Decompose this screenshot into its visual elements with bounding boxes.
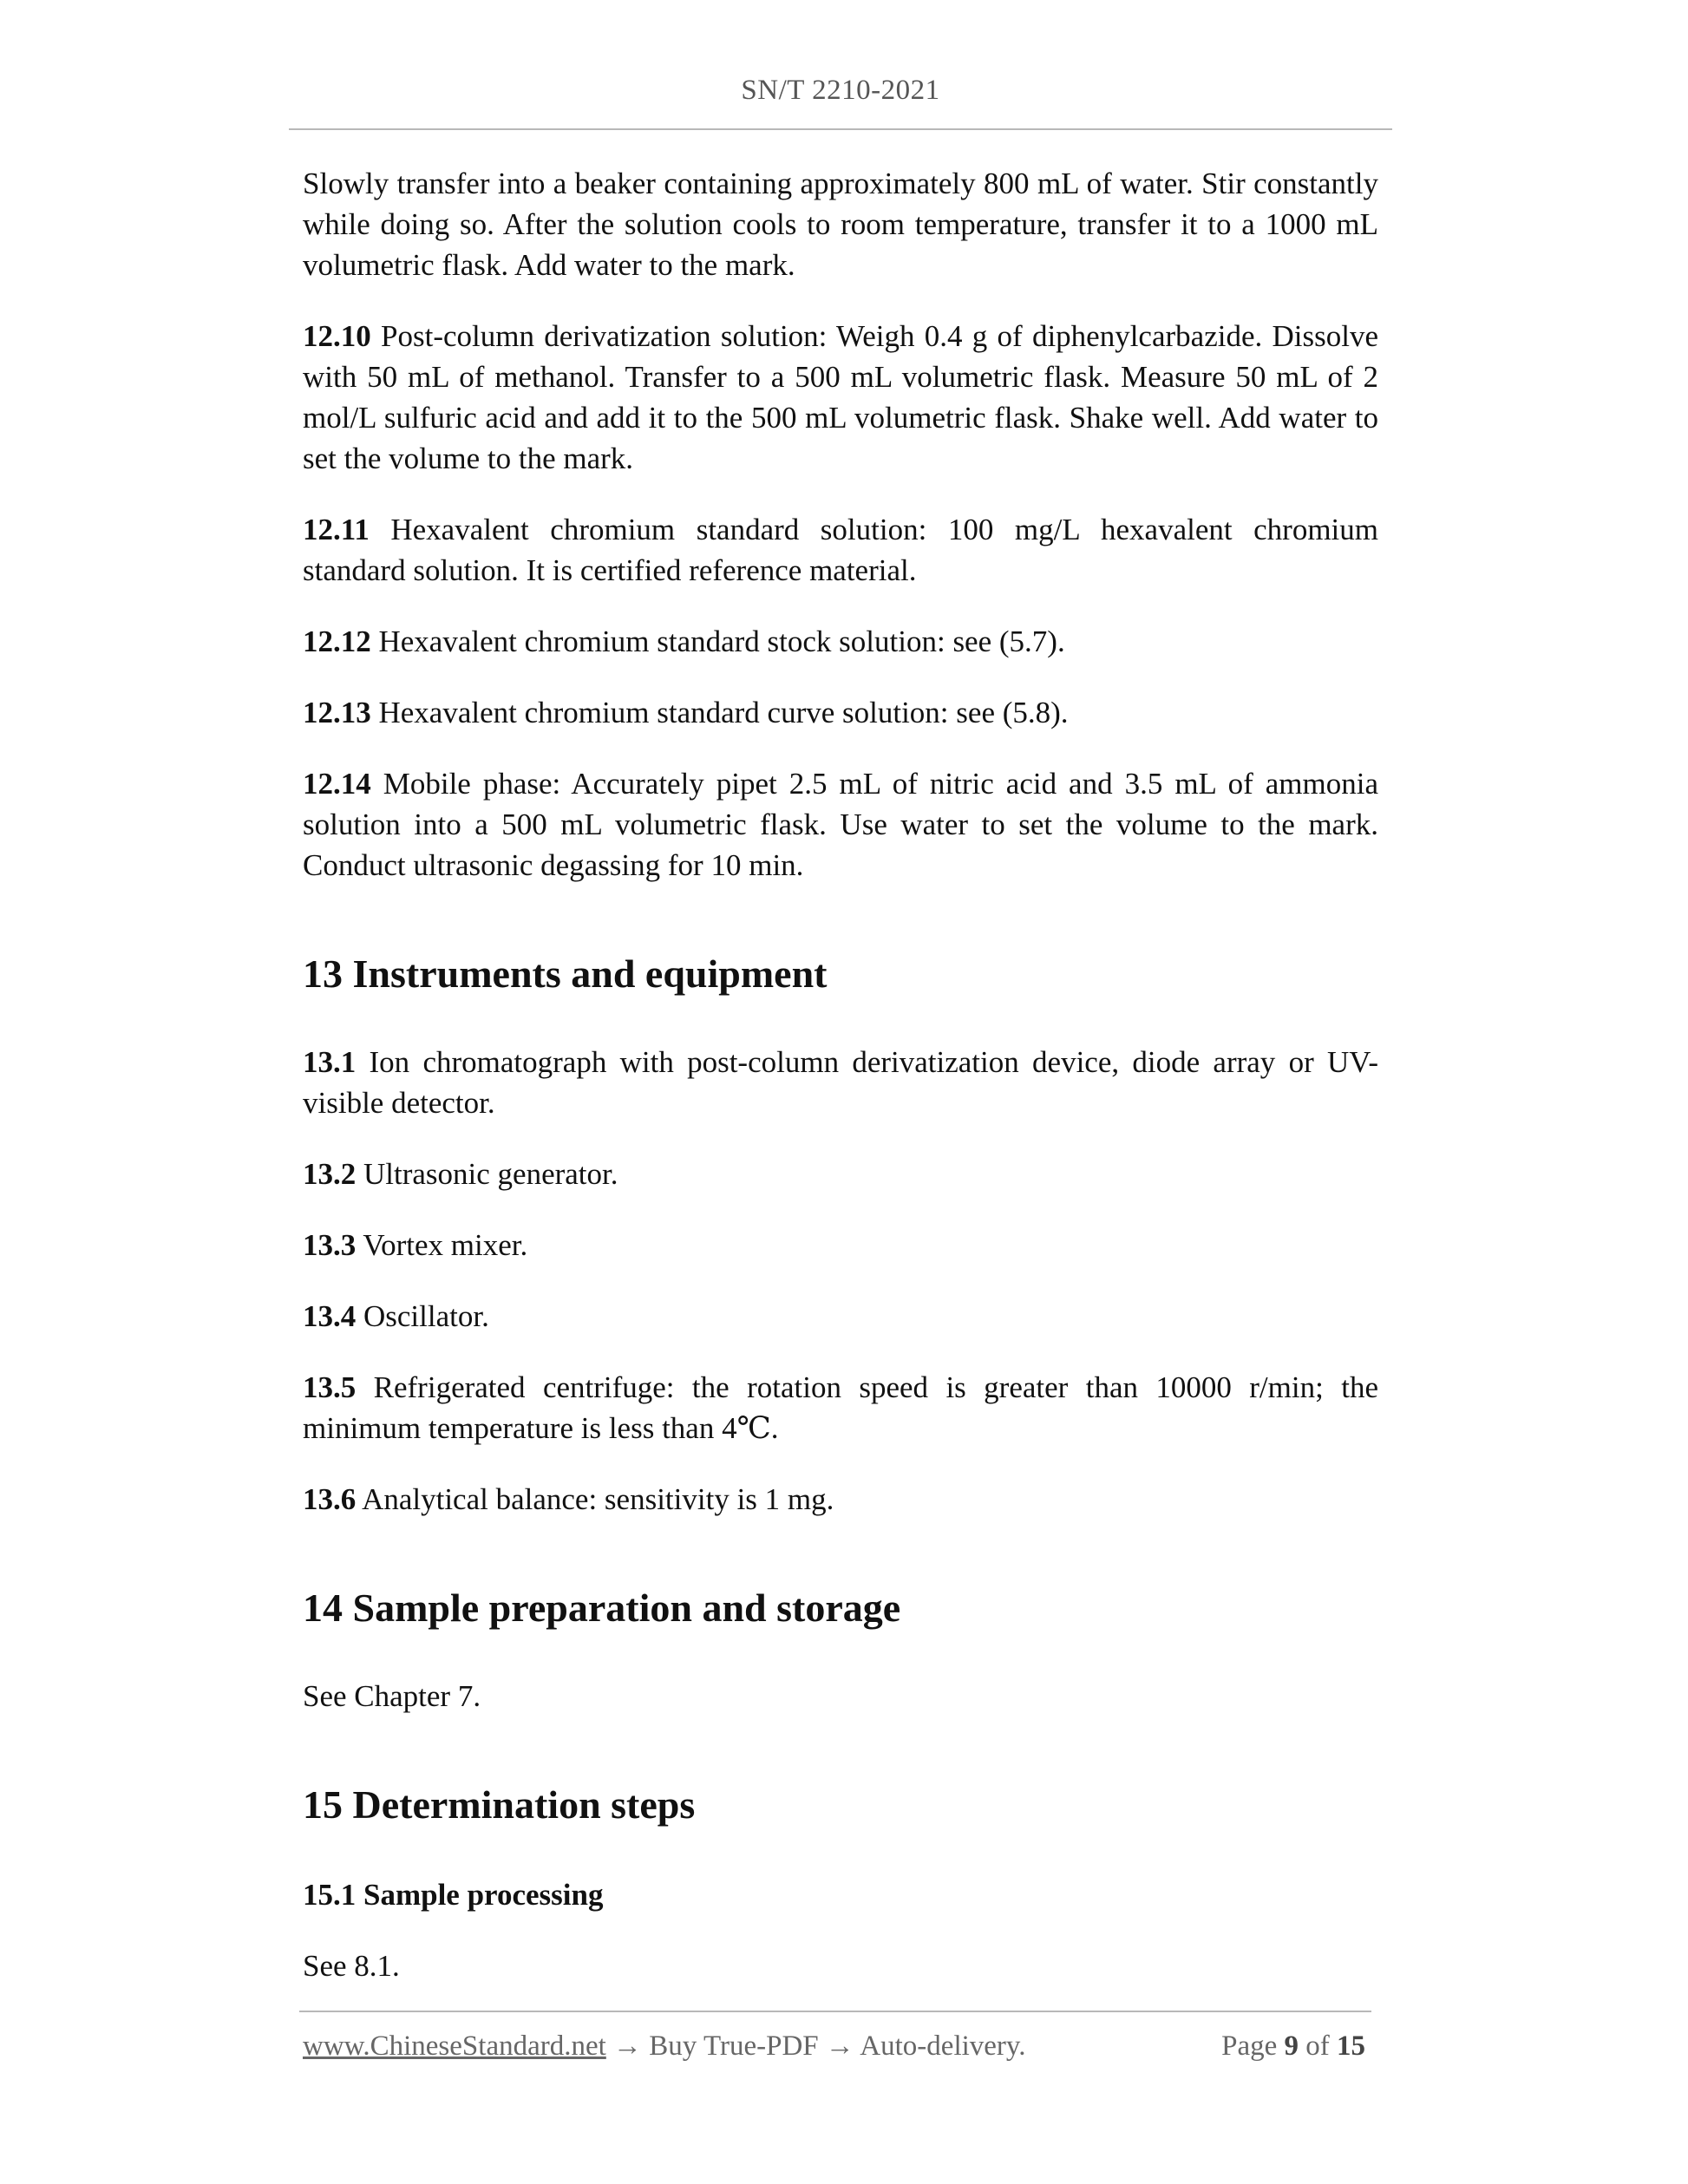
current-page-number: 9 — [1284, 2030, 1299, 2062]
paragraph-13-2 — [303, 1154, 1378, 1194]
clause-text: Analytical balance: sensitivity is 1 mg. — [356, 1482, 834, 1516]
clause-text: Ion chromatograph with post-column derivatization device, diode array or UV-visible detector. — [303, 1045, 1378, 1120]
paragraph-14: See Chapter 7. — [303, 1679, 481, 1713]
clause-text: Mobile phase: Accurately pipet 2.5 mL of nitric acid and 3.5 mL of ammonia solution into a 500 mL volumetric flask. Use water to set the volume to the mark. Conduct ultrasonic degassing for 10 min. — [303, 767, 1378, 882]
website-link[interactable]: www.ChineseStandard.net — [303, 2030, 606, 2062]
clause-number: 12.13 — [303, 696, 371, 729]
paragraph-15-1: See 8.1. — [303, 1949, 400, 1983]
page-label: Page — [1221, 2030, 1285, 2062]
header-divider — [289, 128, 1392, 130]
paragraph-12-13 — [303, 692, 1378, 733]
clause-number: 13.3 — [303, 1228, 357, 1262]
subsection-heading-15-1: 15.1 Sample processing — [303, 1878, 604, 1912]
clause-number: 12.14 — [303, 767, 371, 801]
clause-number: 12.11 — [303, 513, 370, 546]
clause-number: 13.5 — [303, 1370, 357, 1404]
running-header: SN/T 2210-2021 — [741, 75, 940, 106]
clause-number: 13.1 — [303, 1045, 357, 1079]
clause-text: Ultrasonic generator. — [356, 1157, 618, 1191]
footer-promo-text: → Buy True-PDF → Auto-delivery. — [605, 2030, 1026, 2062]
paragraph-13-6 — [303, 1479, 1378, 1520]
clause-number: 12.10 — [303, 319, 371, 353]
section-heading-14: 14 Sample preparation and storage — [303, 1586, 901, 1630]
clause-number: 13.6 — [303, 1482, 357, 1516]
paragraph-12-10 — [303, 316, 1378, 479]
section-heading-15: 15 Determination steps — [303, 1782, 696, 1827]
paragraph-intro: Slowly transfer into a beaker containing approximately 800 mL of water. Stir constantly while doing so. After the solution cools to room temperature, transfer it to a 1000 mL volumetric flask. Add water to the mark. — [303, 167, 1378, 282]
clause-text: Post-column derivatization solution: Weigh 0.4 g of diphenylcarbazide. Dissolve with 50 mL of methanol. Transfer to a 500 mL volumetric flask. Measure 50 mL of 2 mol/L sulfuric acid and add it to the 500 mL volumetric flask. Shake well. Add water to set the volume to the mark. — [303, 319, 1378, 475]
clause-number: 13.2 — [303, 1157, 357, 1191]
footer-promo — [303, 2027, 1026, 2065]
clause-text: Hexavalent chromium standard solution: 100 mg/L hexavalent chromium standard solution. It is certified reference material. — [303, 513, 1378, 587]
clause-text: Oscillator. — [356, 1299, 489, 1333]
paragraph-12-12 — [303, 621, 1378, 662]
section-heading-13: 13 Instruments and equipment — [303, 951, 828, 996]
paragraph-13-1 — [303, 1042, 1378, 1123]
footer-divider — [299, 2011, 1371, 2012]
clause-text: Vortex mixer. — [356, 1228, 528, 1262]
clause-number: 12.12 — [303, 624, 371, 658]
paragraph-13-4 — [303, 1296, 1378, 1337]
clause-number: 13.4 — [303, 1299, 357, 1333]
page-body — [303, 163, 1378, 2017]
total-pages-number: 15 — [1337, 2030, 1365, 2062]
paragraph-13-5 — [303, 1367, 1378, 1448]
clause-text: Hexavalent chromium standard stock solution: see (5.7). — [370, 624, 1065, 658]
paragraph-12-11 — [303, 509, 1378, 591]
clause-text: Refrigerated centrifuge: the rotation speed is greater than 10000 r/min; the minimum temperature is less than 4℃. — [303, 1370, 1378, 1445]
clause-text: Hexavalent chromium standard curve solution: see (5.8). — [370, 696, 1069, 729]
paragraph-13-3 — [303, 1225, 1378, 1265]
of-label: of — [1299, 2030, 1337, 2062]
page-counter — [1221, 2027, 1365, 2065]
paragraph-12-14 — [303, 763, 1378, 886]
